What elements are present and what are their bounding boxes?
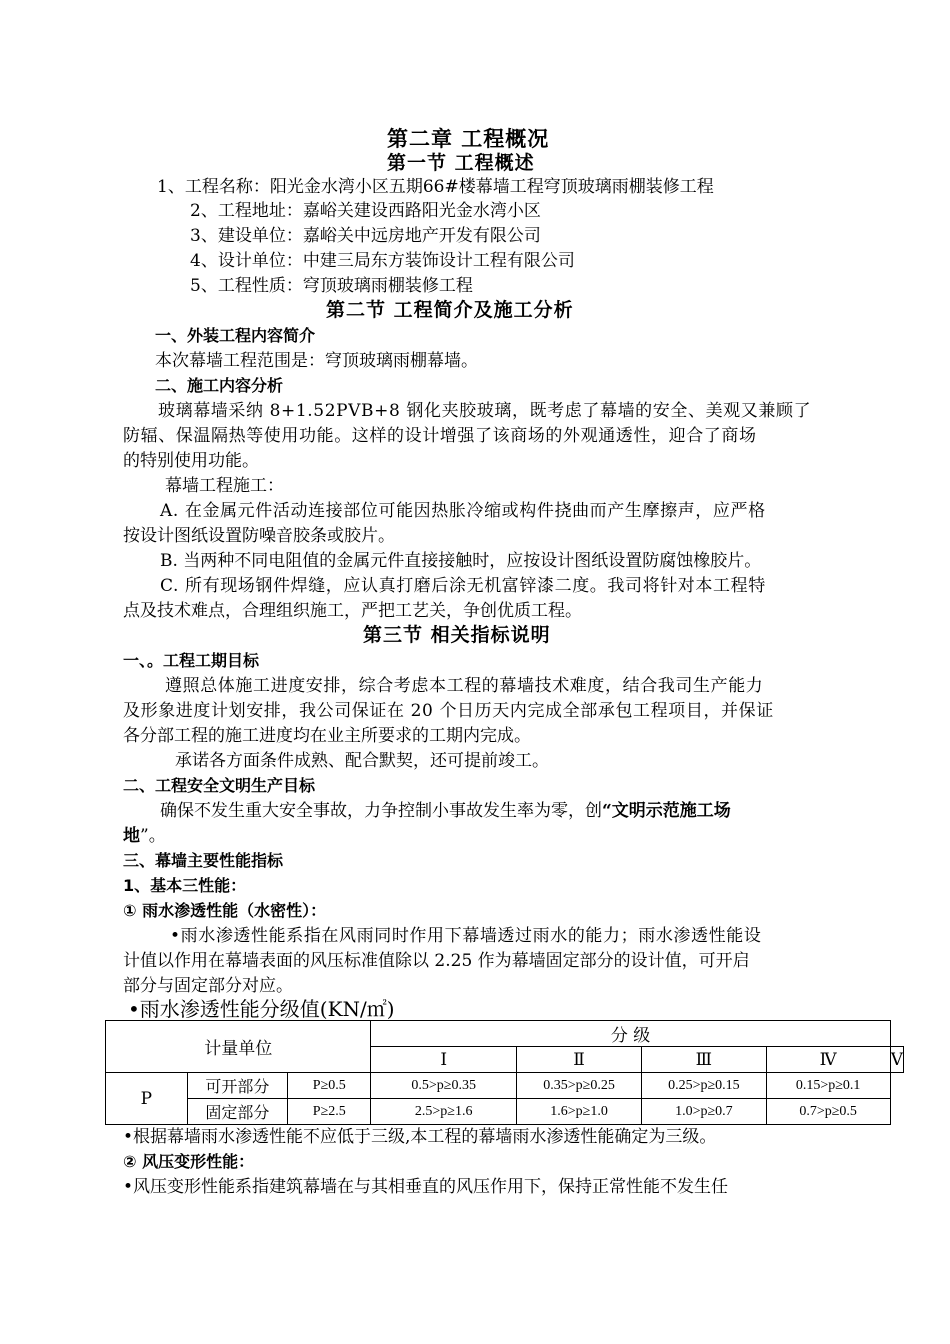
paragraph-line: 的特别使用功能。 [123, 451, 259, 471]
paragraph-line: 按设计图纸设置防噪音胶条或胶片。 [123, 526, 395, 546]
paragraph-line: 各分部工程的施工进度均在业主所要求的工期内完成。 [123, 726, 531, 746]
table-header-unit: 计量单位 [106, 1021, 371, 1073]
section-title: 第二节 工程简介及施工分析 [326, 299, 574, 321]
table-cell: 2.5>p≥1.6 [371, 1099, 516, 1125]
section-title: 第三节 相关指标说明 [363, 624, 551, 646]
emphasis-text: “文明示范施工场 [602, 801, 731, 821]
paragraph: 幕墙工程施工： [165, 476, 284, 496]
table-caption: •雨水渗透性能分级值(KN/㎡) [128, 997, 395, 1021]
subheading: 三、幕墙主要性能指标 [123, 851, 284, 870]
paragraph-line: •雨水渗透性能系指在风雨同时作用下幕墙透过雨水的能力；雨水渗透性能设 [170, 926, 762, 946]
paragraph-line: 部分与固定部分对应。 [123, 976, 293, 996]
subheading: 二、工程安全文明生产目标 [123, 776, 316, 795]
grade-label: Ⅲ [642, 1047, 766, 1073]
row-label: 可开部分 [187, 1073, 287, 1099]
paragraph-text: ”。 [140, 826, 166, 846]
subheading: 1、基本三性能： [123, 876, 247, 895]
table-cell: 0.25>p≥0.15 [642, 1073, 766, 1099]
row-label: 固定部分 [187, 1099, 287, 1125]
table-cell: 0.35>p≥0.25 [516, 1073, 641, 1099]
project-item: 4、设计单位：中建三局东方装饰设计工程有限公司 [190, 251, 575, 271]
grade-label: Ⅰ [371, 1047, 516, 1073]
paragraph: 承诺各方面条件成熟、配合默契，还可提前竣工。 [175, 751, 549, 771]
paragraph-line: A. 在金属元件活动连接部位可能因热胀冷缩或构件挠曲而产生摩擦声，应严格 [160, 501, 766, 521]
paragraph-line: 点及技术难点，合理组织施工，严把工艺关，争创优质工程。 [123, 601, 582, 621]
table-cell: 1.0>p≥0.7 [642, 1099, 766, 1125]
subheading: 一、。工程工期目标 [123, 651, 260, 670]
project-item: 2、工程地址：嘉峪关建设西路阳光金水湾小区 [190, 201, 541, 221]
paragraph-line: 防辐、保温隔热等使用功能。这样的设计增强了该商场的外观通透性，迎合了商场 [123, 426, 757, 446]
subheading: 二、施工内容分析 [155, 376, 284, 395]
grade-label: Ⅴ [890, 1047, 903, 1073]
paragraph-line: 玻璃幕墙采纳 8+1.52PVB+8 钢化夹胶玻璃，既考虑了幕墙的安全、美观又兼顾了 [158, 401, 812, 421]
section-title: 第一节 工程概述 [387, 152, 535, 174]
project-item: 1、工程名称：阳光金水湾小区五期66#楼幕墙工程穹顶玻璃雨棚装修工程 [157, 177, 714, 197]
table-header-grade: 分 级 [371, 1021, 890, 1047]
table-cell: 0.5>p≥0.35 [371, 1073, 516, 1099]
paragraph-line: 遵照总体施工进度安排，综合考虑本工程的幕墙技术难度，结合我司生产能力 [165, 676, 764, 696]
paragraph-line [123, 824, 166, 848]
paragraph-line: 计值以作用在幕墙表面的风压标准值除以 2.25 作为幕墙固定部分的设计值，可开启 [123, 951, 750, 971]
grade-table [105, 1020, 904, 1125]
paragraph-line [160, 799, 731, 823]
table-cell: 1.6>p≥1.0 [516, 1099, 641, 1125]
paragraph-text: 确保不发生重大安全事故，力争控制小事故发生率为零，创 [160, 801, 602, 821]
subheading: ② 风压变形性能： [123, 1152, 255, 1171]
project-item: 5、工程性质：穹顶玻璃雨棚装修工程 [190, 276, 473, 296]
paragraph: •根据幕墙雨水渗透性能不应低于三级,本工程的幕墙雨水渗透性能确定为三级。 [123, 1127, 717, 1147]
paragraph-line: B. 当两种不同电阻值的金属元件直接接触时，应按设计图纸设置防腐蚀橡胶片。 [160, 551, 762, 571]
project-item: 3、建设单位：嘉峪关中远房地产开发有限公司 [190, 226, 541, 246]
table-cell: 0.7>p≥0.5 [766, 1099, 890, 1125]
table-cell: P≥0.5 [288, 1073, 371, 1099]
grade-label: Ⅱ [516, 1047, 641, 1073]
table-cell: 0.15>p≥0.1 [766, 1073, 890, 1099]
table-cell: P≥2.5 [288, 1099, 371, 1125]
grade-label: Ⅳ [766, 1047, 890, 1073]
table-row [106, 1099, 904, 1125]
subheading: 一、外装工程内容简介 [155, 326, 316, 345]
paragraph: •风压变形性能系指建筑幕墙在与其相垂直的风压作用下，保持正常性能不发生任 [123, 1177, 729, 1197]
table-symbol: P [106, 1073, 188, 1125]
emphasis-text: 地 [123, 826, 140, 846]
paragraph: 本次幕墙工程范围是：穹顶玻璃雨棚幕墙。 [155, 351, 478, 371]
table-row [106, 1073, 904, 1099]
subheading: ① 雨水渗透性能（水密性）： [123, 901, 327, 920]
chapter-title: 第二章 工程概况 [387, 126, 550, 151]
paragraph-line: C. 所有现场钢件焊缝，应认真打磨后涂无机富锌漆二度。我司将针对本工程特 [160, 576, 766, 596]
paragraph-line: 及形象进度计划安排，我公司保证在 20 个日历天内完成全部承包工程项目，并保证 [123, 701, 774, 721]
